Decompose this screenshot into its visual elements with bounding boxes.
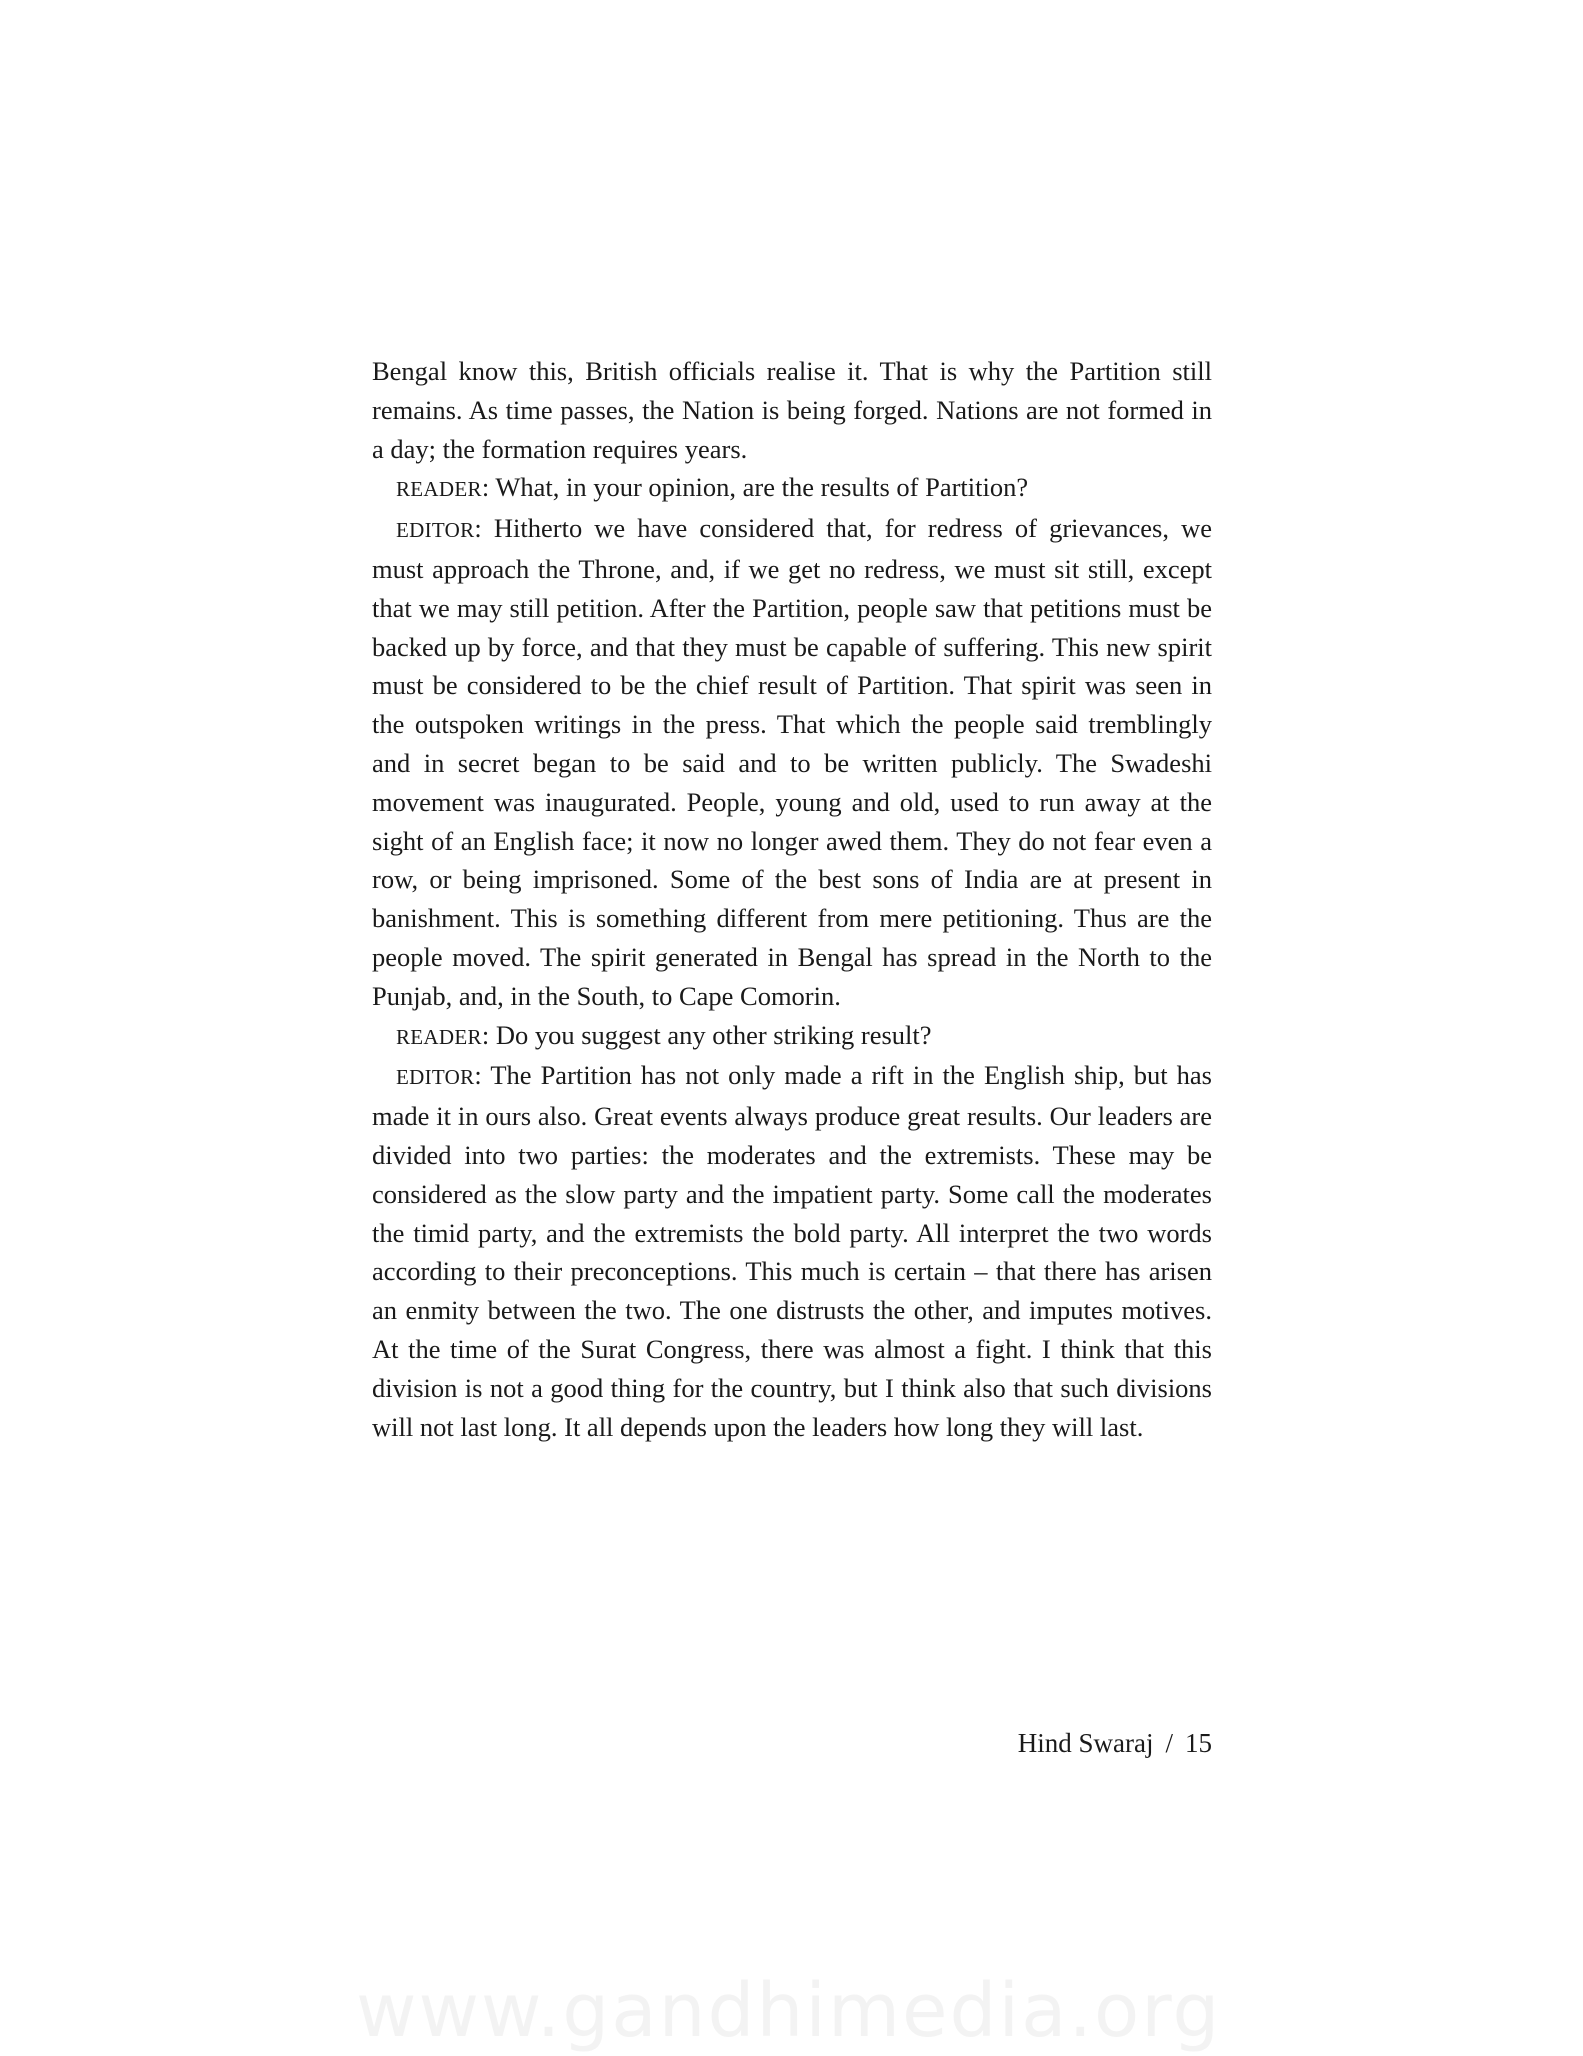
footer-separator: / <box>1165 1728 1173 1758</box>
speaker-separator: : <box>481 472 496 503</box>
watermark: www.gandhimedia.org <box>356 1968 1222 2054</box>
opening-paragraph: Bengal know this, British officials realise it. That is why the Partition still remains. As time passes, the Nation is being forged. Nations are not formed in a day; the formation requires years. <box>372 356 1212 464</box>
dialogue-paragraph <box>372 1056 1212 1446</box>
speaker-label: EDITOR <box>396 518 475 543</box>
speaker-label: READER <box>396 477 482 502</box>
speaker-separator: : <box>474 513 494 544</box>
dialogue-text: Hitherto we have considered that, for redress of grievances, we must approach the Throne, and, if we get no redress, we must sit still, except that we may still petition. After the Partition, people saw that petitions must be backed up by force, and that they must be capable of suffering. This new spirit must be considered to be the chief result of Partition. That spirit was seen in the outspoken writings in the press. That which the people said tremblingly and in secret began to be said and to be written publicly. The Swadeshi movement was inaugurated. People, young and old, used to run away at the sight of an English face; it now no longer awed them. They do not fear even a row, or being imprisoned. Some of the best sons of India are at present in banishment. This is something different from mere petitioning. Thus are the people moved. The spirit generated in Bengal has spread in the North to the Punjab, and, in the South, to Cape Comorin. <box>372 513 1212 1011</box>
speaker-separator: : <box>474 1060 491 1091</box>
dialogue-paragraph <box>372 1016 1212 1057</box>
speaker-separator: : <box>481 1019 496 1050</box>
book-title: Hind Swaraj <box>1017 1728 1154 1758</box>
page-body <box>372 352 1212 1446</box>
dialogue-text: Do you suggest any other striking result? <box>495 1019 932 1050</box>
dialogue-paragraph <box>372 509 1212 1015</box>
running-footer <box>1018 1725 1212 1761</box>
dialogue-text: What, in your opinion, are the results of Partition? <box>495 472 1029 503</box>
dialogue-paragraph <box>372 468 1212 509</box>
speaker-label: READER <box>396 1024 482 1049</box>
speaker-label: EDITOR <box>396 1065 475 1090</box>
page-number: 15 <box>1185 1728 1212 1758</box>
dialogue-text: The Partition has not only made a rift in the English ship, but has made it in ours also. Great events always produce great results. Our leaders are divided into two parties: the moderates and the extremists. These may be considered as the slow party and the impatient party. Some call the moderates the timid party, and the extremists the bold party. All interpret the two words according to their preconceptions. This much is certain – that there has arisen an enmity between the two. The one distrusts the other, and imputes motives. At the time of the Surat Congress, there was almost a fight. I think that this division is not a good thing for the country, but I think also that such divisions will not last long. It all depends upon the leaders how long they will last. <box>372 1060 1212 1442</box>
